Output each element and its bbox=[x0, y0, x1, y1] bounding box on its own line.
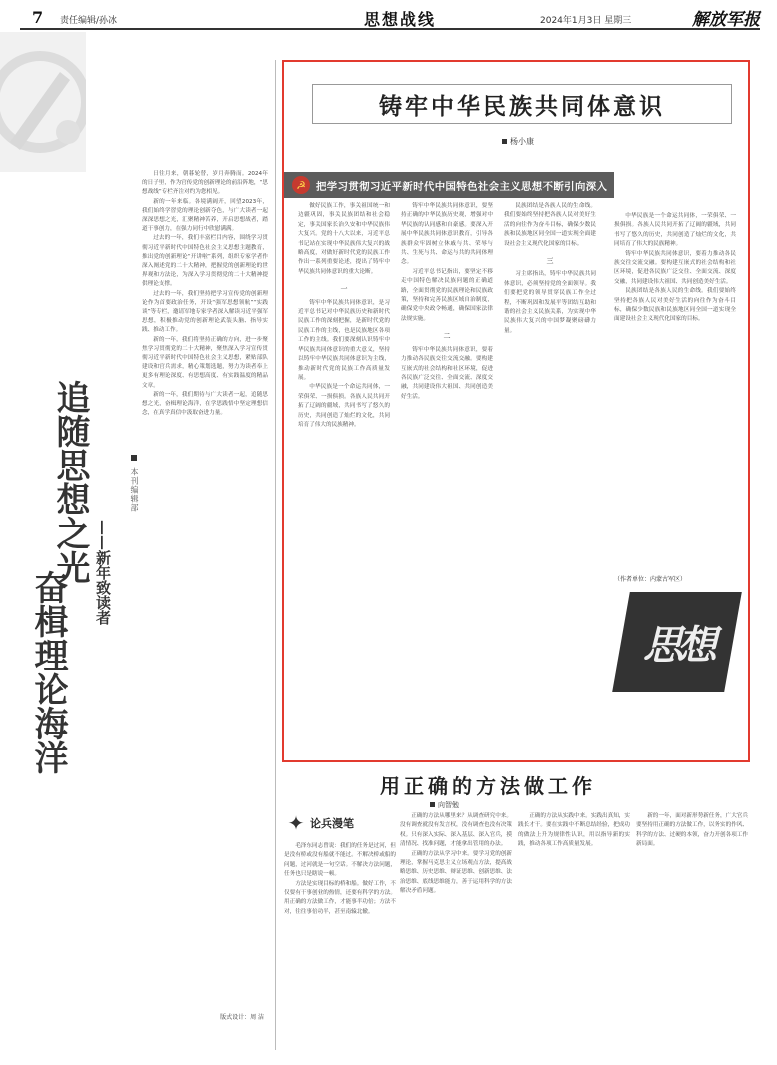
section-number: 一 bbox=[340, 285, 348, 294]
lower-column-4 bbox=[636, 812, 748, 1050]
lead-paragraph: 习近平总书记指出，要坚定不移走中国特色解决民族问题的正确道路，全面贯彻党的民族理论和民族政策，坚持和完善民族区域自治制度，确保党中央政令畅通，确保国家法律法规实施。 bbox=[401, 268, 493, 322]
banner-byline bbox=[129, 455, 140, 513]
issue-date: 2024年1月3日 星期三 bbox=[540, 16, 632, 26]
lower-author-name: 向智勉 bbox=[438, 801, 459, 809]
editor-credit: 责任编辑/孙冰 bbox=[60, 16, 118, 26]
lower-paragraph: 正确的方法从哪里来？从调查研究中来。没有调查就没有发言权，没有调查也没有决策权。只有深入实际、深入基层、深入官兵，摸清情况、找准问题，才能拿出管用的办法。 bbox=[400, 813, 512, 848]
lower-paragraph: 新的一年，面对新形势新任务，广大官兵要坚持用正确的方法做工作，以务实的作风、科学的方法、过硬的本领，奋力开创各项工作新局面。 bbox=[636, 813, 748, 848]
masthead bbox=[20, 4, 760, 30]
letter-paragraph: 新的一年，我们将坚持正确的方向，进一步聚焦学习贯彻党的二十大精神，聚焦深入学习宣传贯彻习近平新时代中国特色社会主义思想，紧贴部队建设和官兵需求，精心策划选题，努力为读者奉上更多有理论深度、有思想高度、有实践温度的精品文章。 bbox=[142, 336, 268, 389]
page-number: 7 bbox=[32, 8, 44, 27]
lead-paragraph: 铸牢中华民族共同体意识，要着力推动各民族交往交流交融。要构建互嵌式的社会结构和社区环境，促进各民族广泛交往、全面交流、深度交融，共同建设伟大祖国、共同创造美好生活。 bbox=[614, 250, 736, 285]
column-divider bbox=[275, 60, 276, 1050]
lead-paragraph: 铸牢中华民族共同体意识，要坚持正确的中华民族历史观，增强对中华民族的认同感和自豪感。要深入开展中华民族共同体意识教育，引导各族群众牢固树立休戚与共、荣辱与共、生死与共、命运与共的共同体理念。 bbox=[401, 203, 493, 266]
byline-square-icon bbox=[131, 455, 137, 461]
lower-column-1 bbox=[284, 842, 396, 1050]
letter-paragraph: 新的一年，我们期待与广大读者一起，追随思想之光，奋楫理论海洋，在学思践悟中坚定理想信念，在真学真信中汲取奋进力量。 bbox=[142, 391, 268, 417]
lead-subheading: 把学习贯彻习近平新时代中国特色社会主义思想不断引向深入 bbox=[316, 180, 608, 193]
hammer-sickle-emblem-image bbox=[0, 32, 86, 172]
lead-paragraph: 做好民族工作，事关祖国统一和边疆巩固，事关民族团结和社会稳定，事关国家长治久安和中华民族伟大复兴。党的十八大以来，习近平总书记站在实现中华民族伟大复兴的战略高度，对做好新时代党的民族工作作出一系列重要论述，提出了铸牢中华民族共同体意识的重大论断。 bbox=[298, 203, 390, 275]
letter-paragraph: 新的一年来临。各境满阔开，回望2023年，我们始终学習党的理论创新夺色，与广大读者一起深深思想之光，汇聚精神苦养，开启思想战者，踏道干事创力，在强力同行中欣慰满满。 bbox=[142, 198, 268, 233]
lead-paragraph: 民族团结是各族人民的生命线。我们要始终坚持把各族人民对美好生活的向往作为奋斗目标，确保少数民族和民族地区同全国一道实现全面建设社会主义现代化国家的目标。 bbox=[504, 203, 596, 247]
banner-subtitle: ——新年致读者 bbox=[94, 520, 112, 625]
lower-paragraph: 毛泽东同志曾说：我们的任务是过河，但是没有桥或没有船就不能过。不解决桥或船的问题，过河就是一句空话。不解决方法问题，任务也只是瞎说一顿。 bbox=[284, 843, 396, 878]
lower-paragraph: 正确的方法从学习中来。要学习党的创新理论，掌握马克思主义立场观点方法，提高战略思维、历史思维、辩证思维、创新思维、法治思维、底线思维能力，善于运用科学的方法解决矛盾问题。 bbox=[400, 850, 512, 895]
banner-headline-1: 追随思想之光 bbox=[50, 380, 90, 584]
column-label: 论兵漫笔 bbox=[310, 817, 354, 830]
lower-column-3 bbox=[518, 812, 630, 1050]
lower-column-2 bbox=[400, 812, 512, 1050]
lead-paragraph: 中华民族是一个命运共同体，一荣俱荣、一损俱损。各族人民共同开拓了辽阔的疆域，共同书写了悠久的历史，共同创造了灿烂的文化，共同培育了伟大的民族精神。 bbox=[298, 384, 390, 428]
column-tag bbox=[284, 810, 384, 836]
lead-author bbox=[502, 136, 534, 147]
letter-paragraph: 日往月来，朝暮轮替，岁月奔腾而。2024年的日子里，作为官传党的创新理论的前沿阵地，“思想战线”专栏齐注对约为您相见。 bbox=[142, 171, 268, 196]
lead-paragraph: 民族团结是各族人民的生命线。我们要始终坚持把各族人民对美好生活的向往作为奋斗目标，确保少数民族和民族地区同全国一道实现全面建设社会主义现代化国家的目标。 bbox=[614, 288, 736, 323]
lead-column-3 bbox=[504, 202, 596, 752]
lead-author-name: 杨小康 bbox=[510, 137, 534, 146]
lower-paragraph: 方法是实现目标的桥和船。做好工作，不仅要有干事创业的热情，还要有科学的方法。用正确的方法做工作，才能事半功倍；方法不对，往往事倍功半，甚至南辕北辙。 bbox=[284, 880, 396, 915]
section-title: 思想战线 bbox=[364, 10, 437, 29]
byline-text: 本刊编辑部 bbox=[130, 467, 139, 513]
author-square-icon bbox=[430, 802, 435, 807]
lower-paragraph: 正确的方法从实践中来。实践出真知，实践长才干。要在实践中不断总结经验，把成功的做法上升为规律性认识，用以指导新的实践，推动各项工作高质量发展。 bbox=[518, 813, 630, 848]
design-credit: 版式设计：周 洁 bbox=[216, 1013, 264, 1022]
newspaper-logo: 解放军报 bbox=[692, 10, 760, 30]
lead-column-4 bbox=[614, 212, 736, 562]
letter-paragraph: 过去的一年，我们丰富栏目内容，围绕学习贯彻习近平新时代中国特色社会主义思想主题教育，推出党的创新理论“开讲啦”系列，组织专家学者作深入阐述党的二十大精神，把握党的创新理论的世界观和方法论，为深入学习贯彻党的二十大精神提供理论支撑。 bbox=[142, 235, 268, 288]
lead-subheading-bar bbox=[284, 172, 614, 198]
lead-article-title: 铸牢中华民族共同体意识 bbox=[379, 92, 665, 120]
lower-article-title: 用正确的方法做工作 bbox=[380, 774, 596, 798]
calligraphy-seal-image: 思想 bbox=[612, 592, 742, 692]
author-affiliation: （作者单位：内蒙古军区） bbox=[614, 576, 687, 583]
lead-title-box bbox=[312, 84, 732, 124]
lead-paragraph: 铸牢中华民族共同体意识，要着力推动各民族交往交流交融。要构建互嵌式的社会结构和社区环境，促进各民族广泛交往、全面交流、深度交融，共同建设伟大祖国、共同创造美好生活。 bbox=[401, 346, 493, 400]
author-square-icon bbox=[502, 139, 507, 144]
star-icon: ✦ bbox=[287, 811, 305, 835]
lead-article-frame bbox=[282, 60, 750, 762]
lead-column-1 bbox=[298, 202, 390, 752]
banner-headline-2: 奋楫理论海洋 bbox=[28, 570, 68, 774]
section-number: 二 bbox=[443, 332, 451, 341]
lead-paragraph: 习主席指出，铸牢中华民族共同体意识，必须坚持党的全面领导。我们要把党的领导贯穿民族工作全过程，不断巩固和发展平等团结互助和谐的社会主义民族关系，为实现中华民族伟大复兴的中国梦凝聚磅礴力量。 bbox=[504, 271, 596, 334]
lead-paragraph: 铸牢中华民族共同体意识，是习近平总书记对中华民族历史和新时代民族工作的深刻把握，是新时代党的民族工作的主线，也是民族地区各项工作的主线。我们要深刻认识铸牢中华民族共同体意识的重大意义，坚持以铸牢中华民族共同体意识为主线，推动新时代党的民族工作高质量发展。 bbox=[298, 299, 390, 381]
new-year-letter-body bbox=[142, 170, 268, 1030]
letter-paragraph: 过去的一年，我们坚持把学习宣传党的创新理论作为首要政治任务，开设“强军思想领航”“实践谈”等专栏，邀请军地专家学者深入解读习近平强军思想，积极推动党的创新理论武装头脑、指导实践、推动工作。 bbox=[142, 290, 268, 334]
lead-column-2 bbox=[401, 202, 493, 752]
section-number: 三 bbox=[546, 257, 554, 266]
lower-author bbox=[430, 800, 459, 810]
lead-paragraph: 中华民族是一个命运共同体，一荣俱荣、一损俱损。各族人民共同开拓了辽阔的疆域，共同书写了悠久的历史，共同创造了灿烂的文化，共同培育了伟大的民族精神。 bbox=[614, 213, 736, 248]
party-emblem-icon: ☭ bbox=[292, 176, 310, 194]
